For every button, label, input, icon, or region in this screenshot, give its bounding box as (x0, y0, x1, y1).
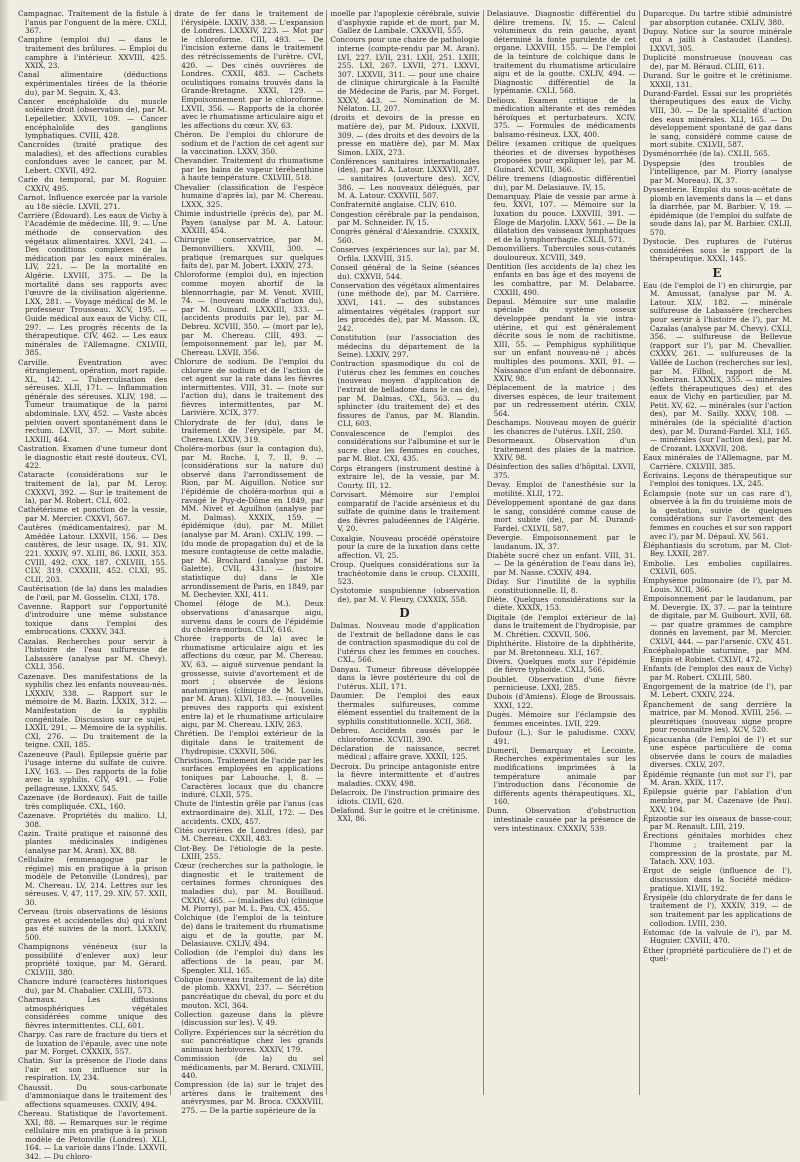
index-entry: Cautérisation (de la) dans les maladies de l'œil, par M. Gosselin. CLXI, 178. (18, 583, 168, 602)
index-entry: (droits et devoirs de la presse en matière de), par M. Pidoux. LXXVII, 309. — (des droits et des devoirs de la presse en matière de), par M. Max Simon. LXIX, 273. (330, 113, 480, 157)
index-entry: Dyssenterie. Emploi du sous-acétate de plomb en lavements dans la — et dans la diarrhée, par M. Barbier. V, 19. — épidémique (de l'emploi du sulfate de soude dans la), par M. Barbier. CXLII, 570. (642, 185, 793, 237)
index-entry: Debreu. Accidents causés par le chloroforme. XCVIII, 390. (330, 725, 480, 744)
index-entry: Champignons vénéneux (sur la possibilité d'enlever aux) leur propriété toxique, par M. Gérard. CXLVIII, 380. (18, 942, 168, 977)
index-entry: Cœur (recherches sur la pathologie, le diagnostic et le traitement de certaines formes chroniques des maladies du), par M. Bouillaud. CXXIV, 465. — (maladies du) (clinique M. Piorry), par M. L. Pau. CX, 455. (174, 861, 324, 914)
index-entry: Colchique (de l'emploi de la teinture de) dans le traitement du rhumatisme aigu et de la goutte, par M. Delasiauve. CXLIV, 494. (174, 913, 324, 949)
index-entry: Devay. Emploi de l'anesthésie sur la motilité. XLII, 172. (486, 480, 636, 498)
index-entry: Congrès général d'Alexandrie. CXXXIX, 560. (330, 227, 480, 245)
index-entry: Camphre (emploi du) — dans le traitement des brûlures. — Emploi du camphre à l'intérieur. XXVIII, 425. XXIX, 23. (18, 35, 168, 71)
index-entry: Delioux. Examen critique de la médication altérante et des remèdes héroïques et perturbateurs. XCIV, 375. — Formules de médicaments balsamo-résineux. LXX, 400. (486, 95, 636, 139)
index-entry: Christison. Traitement de l'acide par les surfaces employées en applications toniques par Labouche. I, 8. — Caractères locaux que du chancre induré. CLXII, 575. (174, 755, 324, 800)
index-entry: Contraction spasmodique du col de l'utérus chez les femmes en couches (nouveau moyen d'application de l'extrait de belladone dans le cas de), par M. Dalmas. CXL, 563. — du sphincter (du traitement de) et des fissures de l'anus, par M. Blandin. CLI, 603. (330, 359, 480, 429)
index-entry: Éther (propriété particulière de l') et de quel- (642, 945, 793, 964)
index-entry: Collection gazeuse dans la plèvre (discussion sur les). V, 49. (174, 1009, 324, 1028)
index-entry: Durand-Fardel. Essai sur les propriétés thérapeutiques des eaux de Vichy. VIII, 30. — De la spécialité d'action des eaux minérales. XLI, 165. — Du développement spontané de gaz dans le sang, considéré comme cause de mort subite. CXLVII, 587. (642, 88, 793, 150)
index-entry: Constitution (sur l'association des médecins du département de la Seine). LXXIV, 297. (330, 332, 480, 360)
index-entry: Délire (examen critique de quelques théories et de diverses hypothèses proposées pour expliquer le), par M. Guinard. XCVIII, 366. (486, 139, 636, 174)
index-entry: Chrétien. De l'emploi extérieur de la digitale dans le traitement de l'hydropisie. CXXVII, 506. (174, 729, 324, 756)
index-entry: Conseil général de la Seine (séances du). CXXVII, 544. (330, 262, 480, 281)
index-entry: Chevalier (classification de l'espèce humaine d'après la), par M. Chereau. LXXX, 325. (174, 182, 324, 209)
index-entry: Engorgement de la matrice (de l'), par M. Lebert. CXXIV, 224. (642, 681, 793, 700)
index-entry: Dugès. Mémoire sur l'éclampsie des femmes enceintes. LVII, 229. (486, 710, 636, 728)
index-entry: Decroix. Du principe antagoniste entre la fièvre intermittente et d'autres maladies. CXXV, 498. (330, 761, 480, 788)
index-entry: Ergot de seigle (influence de l'), discussion dans la Société médico-pratique. XLVII, 192. (642, 866, 793, 893)
index-entry: Chlorydrate de fer (du), dans le traitement de l'érysipèle, par M. Chereau. LXXIV, 319. (174, 417, 324, 444)
index-entry: Delacroix. De l'instruction primaire des idiots. CLVII, 620. (330, 787, 480, 806)
index-entry: Delasiauve. Diagnostic différentiel du délire tremens. IV, 15. — Calcul volumineux du rein gauche, ayant déterminé la fonte purulente de cet organe. LXXVIII, 155. — De l'emploi de la teinture de colchique dans le traitement du rhumatisme articulaire aigu et de la goutte. CXLIV, 494. — Diagnostic différentiel de la lypémanie. CXLI, 568. (486, 9, 636, 96)
index-entry: Chirurgie conservatrice, par M. Demonvilliers. XXVIII, 300. — pratique (remarques sur quelques faits de), par M. Jobert. LXXIV, 273. (174, 235, 324, 271)
index-entry: Diday. Sur l'inutilité de la syphilis constitutionnelle. II, 8. (486, 577, 636, 595)
index-entry: Confraternité anglaise. CLIV, 610. (330, 200, 457, 210)
index-entry: Déclaration de naissance, secret médical ; affaire grave. XXXII, 125. (330, 743, 480, 762)
index-entry: Carrière (Édouard). Les eaux de Vichy à l'Académie de médecine. III, 9. — Une méthode de conservation des végétaux alimentaires. XXVI, 241. — Des conditions complexes de la médication par les eaux minérales. LIV, 221. — De la mortalité en Algérie. LXVIII, 375. — De la mortalité dans ses rapports avec l'œuvre de la civilisation algérienne. LXX, 281. — Voyage médical de M. le professeur Trousseau. XCV, 195. — Guide médical aux eaux de Vichy. CII, 297. — Les progrès récents de la thérapeutique. CIV, 462. — Les eaux minérales de l'Allemagne. CXLVIII, 385. (18, 210, 168, 358)
index-entry: Dysménorrhée (de la). CXLII, 565. (642, 149, 771, 159)
index-entry: drate de fer dans le traitement de l'érysipèle. LXXIV, 338. — L'expansion de Londres. LXXXIV, 223. — Mot par le chloroforme. CIII, 493. — De l'incision externe dans le traitement des rétrécissements de l'urètre. CVI, 420. — Des cinés ouvrières de Londres. CXXII, 483. — Cachets oculistiques romains trouvés dans la Grande-Bretagne. XXXI, 129. — Empoisonnement par le chloroforme. LXVII, 356. — Rapports de la chorée avec le rhumatisme articulaire aigu et les affections du cœur. XV, 63. (174, 9, 324, 130)
index-entry: Épidémie régnante (un mot sur l'), par M. Aran. XXIX, 117. (642, 769, 793, 788)
index-entry: Chomel (éloge de M.). Deux observations d'anasarque aigu, survenu dans le cours de l'épidémie du choléra-morbus. CLIV, 616. (174, 599, 324, 635)
index-entry: Épilepsie guérie par l'ablation d'un membre, par M. Cazenave (de Pau). XXV, 104. (642, 787, 793, 814)
index-entry: Digitale (de l'emploi extérieur de la) dans le traitement de l'hydropisie, par M. Chrétien. CXXVII, 506. (486, 612, 636, 639)
index-entry: Chimie industrielle (précis de), par M. Payen (analyse par M. A. Latour. XXXIII, 454. (174, 209, 324, 236)
index-entry: Canal alimentaire (déductions expérimentales tirées de la théorie du), par M. Seguin. X, 43. (18, 70, 168, 97)
index-entry: Colique (nouveau traitement de la) dite de plomb. XXXVI, 237. — Sécrétion pancréatique du cheval, du porc et du mouton. XCI, 364. (174, 974, 324, 1010)
index-entry: Chatin. Sur la présence de l'iode dans l'air et son influence sur la respiration. LV, 234. (18, 1056, 168, 1083)
index-entry: Cazenave. Des manifestations de la syphilis chez les enfants nouveau-nés. LXXXIV, 338. — Rapport sur le mémoire de M. Bazin. LXXIX, 312. — Manifestation de la syphilis congénitale. Discussion sur ce sujet. LXXII, 291. — Mémoire de la syphilis. CXI, 276. — Du traitement de la teigne. CXII, 185. (18, 671, 168, 750)
index-entry: Demonvilliers. Tubercules sous-cutanés douloureux. XCVIII, 349. (486, 244, 636, 262)
index-entry: Conserves (expériences sur la), par M. Orfila. LXXVIII, 315. (330, 245, 480, 263)
index-entry: Cazalas. Recherches pour servir à l'histoire de l'eau sulfureuse de Labassère (analyse par M. Chevy). CXLI, 356. (18, 636, 168, 672)
index-entry: Clot-Bey. De l'étiologie de la peste. LXIII, 255. (174, 843, 324, 862)
index-entry: Congestion cérébrale par la pendaison, par M. Schneider. IV, 15. (330, 209, 480, 228)
index-entry: Dumeril, Demarquay et Lecointe. Recherches expérimentales sur les modifications imprimées à la température animale par l'introduction dans l'économie de différents agents thérapeutiques. XL, 160. (486, 745, 636, 807)
index-entry: Conservation des végétaux alimentaires (une méthode de), par M. Carrière. XXVI, 141. — des substances alimentaires végétales (rapport sur les procédés de), par M. Masson. IX, 242. (330, 280, 480, 333)
index-entry: Chute de l'intestin grêle par l'anus (cas extraordinaire de). XLII, 172. — Des accidents. CXIX, 457. (174, 799, 324, 826)
index-entry: Collyre. Expériences sur la sécrétion du suc pancréatique chez les grands animaux herbivores. XXXIV, 179. (174, 1027, 324, 1054)
index-entry: Dentition (les accidents de la) chez les enfants en bas âge et des moyens de les combattre, par M. Delabarre. CXXIII, 490. (486, 261, 636, 297)
index-entry: Chloroforme (emploi du), en injection comme moyen abortif de la blennorrhagie, par M. Venot. XVIII, 74. — (nouveau mode d'action du), par M. Guinard. LXXXIII, 333. — (accidents produits par le), par M. Debreu. XCVIII, 350. — (mort par le), par M. Chereau. CIII, 493. — (empoisonnement par le), par M. Chereau. LXVII, 356. (174, 270, 324, 357)
index-entry: Desormeaux. Observation d'un traitement des plaies de la matrice. XXIV, 98. (486, 436, 636, 463)
index-entry: Devergie. Empoisonnement par le laudanum. IX, 37. (486, 532, 636, 551)
index-entry: Dystocie. Des ruptures de l'utérus considérées sous le rapport de la thérapeutique. XXXI, 145. (642, 237, 793, 264)
index-entry: Déplacement de la matrice ; des diverses espèces, de leur traitement par un redressement utérin. CXLV, 564. (486, 383, 636, 419)
index-entry: Diète. Quelques considérations sur la diète. XXXIX, 153. (486, 594, 636, 613)
index-entry: Cathétérisme et ponction de la vessie, par M. Mercier. CXXVI, 567. (18, 505, 168, 523)
index-entry: Compression (de la) sur le trajet des artères dans le traitement des anévrysmes, par M. Broca. CXXXVIII, 275. — De la partie supérieure de la (174, 1080, 324, 1116)
index-entry: Chaussit. Du sous-carbonate d'ammoniaque dans le traitement des affections squameuses. CXXIV, 494. (18, 1082, 168, 1109)
index-column-1 (18, 9, 168, 1161)
index-entry: moelle par l'apoplexie cérébrale, suivie d'asphyxie rapide et de mort, par M. Gallez de Lambale. CXXXVII, 555. (330, 9, 480, 36)
index-entry: Dupuy. Notice sur la source minérale qui a jailli à Castaudet (Landes). LXXVI, 305. (642, 26, 793, 53)
index-entry: Danyau. Tumeur fibreuse développée dans la lèvre postérieure du col de l'utérus. XLII, 171. (330, 664, 480, 691)
index-entry: Coxalgie. Nouveau procédé opératoire pour la cure de la luxation dans cette affection. VI, 25. (330, 533, 480, 560)
index-entry: Cystotomie suspubienne (observation de), par M. V. Fleury. CXXXIX, 558. (330, 586, 480, 604)
index-entry: Éléphantiasis du scrotum, par M. Clot-Bey. LXXII, 287. (642, 540, 793, 559)
index-entry: Charnaux. Les diffusions atmosphériques végétales considérées comme unique des fièvres intermittentes. CLI, 601. (18, 994, 168, 1030)
index-entry: Commission (de la) du sel médicaments, par M. Berard. CXLVIII, 440. (174, 1053, 324, 1081)
index-entry: Demarquay. Plaie de vessie par arme à feu. XXVI, 107. — Mémoire sur la luxation du pouce. LXXVIII, 391. — Éloge de Marjolin. LXXV, 561. — De la dilatation des vaisseaux lymphatiques et de la lymphorrhagie. CXLII, 571. (486, 191, 636, 244)
section-letter-heading: E (712, 265, 723, 280)
index-entry: Emphysème pulmonaire (de l'), par M. Louis. XCII, 366. (642, 576, 793, 594)
index-entry: Chancre induré (caractères historiques du), par M. Chabalier. CXLIII, 573. (18, 977, 168, 995)
index-entry: Encéphalopathie saturnine, par MM. Empis et Robinet. CXLVI, 472. (642, 646, 793, 664)
index-entry: Chevandier. Traitement du rhumatisme par les bains de vapeur térébenthine à haute température. CXLVIII, 518. (174, 156, 324, 183)
index-entry: Divers. Quelques mots sur l'épidémie de fièvre typhoïde. CXLI, 566. (486, 656, 636, 675)
index-entry: Collodion (de l'emploi du) dans les affections de la peau, par M. Spengler. XLI, 165. (174, 948, 324, 975)
index-entry: Épizootie sur les oiseaux de basse-cour, par M. Renault. LIII, 219. (642, 813, 793, 832)
index-entry: Dufour (L.). Sur le paludisme. CXXV, 491. (486, 727, 636, 746)
index-column-3 (330, 10, 479, 1095)
index-entry: Chéron. De l'emploi du chlorure de sodium et de l'action de cet agent sur la vaccination. LXXV, 350. (174, 129, 324, 157)
index-entry: Croup. Quelques considérations sur la trachéotomie dans le croup. CLXXIII, 523. (330, 559, 480, 587)
index-entry: Diabète sucré chez un enfant. VIII, 31. — De la génération de l'eau dans le), par M. Nasse. CXXIV, 494. (486, 550, 636, 577)
index-entry: Cazeneuve (Paul). Épilepsie guérie par l'usage interne du sulfate de cuivre. LXV, 163. — Des rapports de la folie avec la syphilis. CIV, 491. — Folie pellagreuse. LXXXV, 545. (18, 749, 168, 793)
index-entry: Corvisart. Mémoire sur l'emploi comparatif de l'acide arsénieux et du sulfate de quinine dans le traitement des fièvres paludéennes de l'Algérie. V, 20. (330, 489, 480, 534)
index-entry: Empoisonnement par le laudanum, par M. Devergie. IX, 37. — par la teinture de digitale, par M. Guibourt. XVII, 68. — par quatre grammes de camphre donnés en lavement, par M. Mercier. CXLVI, 444. — par l'arsenic. CXV, 451. (642, 594, 793, 647)
index-entry: Chlorure de sodium. De l'emploi du chlorure de sodium et de l'action de cet agent sur la rate dans les fièvres intermittentes. VIII, 31. — (note sur l'action du), dans le traitement des fièvres intermittentes, par M. Larivière. XCIX, 377. (174, 356, 324, 418)
index-entry: Érections génitales morbides chez l'homme ; traitement par la compression de la prostate, par M. Tatach. XXV, 103. (642, 831, 793, 867)
index-entry: Cazenave. Propriétés du malico. LI, 308. (18, 810, 168, 829)
index-entry: Développement spontané de gaz dans le sang, considéré comme cause de mort subite (de), par M. Durand-Fardel. CXLVII, 587. (486, 497, 636, 533)
page-fold-shadow (0, 0, 10, 1101)
index-entry: Concours pour une chaire de pathologie interne (compte-rendu par M. Aran). LVI, 227. LVII, 231. LXII, 251. LXIII, 255. LXI, 267. LXVII, 271. LXXVI, 307. LXXVII, 311. — pour une chaire de clinique chirurgicale à la Faculté de Médecine de Paris, par M. Forget. XXXV, 443. — Nomination de M. Nélaton. LI, 207. (330, 35, 480, 114)
index-entry: Cataracte (considérations sur le traitement de la), par M. Leroy. CXXXVI, 392. — Sur le traitement de la), par M. Robert. CLI, 602. (18, 470, 168, 506)
index-entry: Chorée (rapports de la) avec le rhumatisme articulaire aigu et les affections du cœur, par M. Chereau. XV, 63. — aiguë survenue pendant la grossesse, suivie d'avortement et de mort ; observée de lésions anatomiques (clinique de M. Louis, par M. Aran). XLVI, 183. — (nouvelles preuves des rapports qui existent entre la) et le rhumatisme articulaire aigu, par M. Chereau. LXIV, 263. (174, 634, 324, 730)
index-entry: Carville. Éventration avec étranglement, opération, mort rapide. XL, 142. — Tuberculisation des séreuses. XLII, 171. — Inflammation générale des séreuses. XLIV, 198. — Tumeur traumatique de la paroi abdominale. LXV, 452. — Vaste abcès pelvien ouvert spontanément dans le rectum. LXVII, 37. — Mort subite. LXXIII, 464. (18, 357, 168, 444)
index-entry: Campagnac. Traitement de la fistule à l'anus par l'onguent de la mère. CXLI, 367. (18, 9, 168, 36)
index-entry: Dunn. Observation d'obstruction intestinale causée par la présence de vers intestinaux. CXXXIV, 539. (486, 806, 636, 833)
index-entry: Embolie. Les embolies capillaires. CXLVII, 605. (642, 558, 793, 577)
index-entry: Cazin. Traité pratique et raisonné des plantes médicinales indigènes (analyse par M. Aran). XX, 88. (18, 828, 168, 855)
index-entry: Corps étrangers (instrument destiné à extraire le), de la vessie, par M. Courty. III, 12. (330, 463, 480, 490)
index-entry: Charpy. Cas rare de fracture du tiers et de luxation de l'épaule, avec une note par M. Forget. CXXXIX, 557. (18, 1029, 168, 1057)
index-column-4 (487, 10, 636, 1095)
index-entry: Choléra-morbus (sur la contagion du), par M. Roche. I, 7. II, 9. — (considérations sur la nature du) observé dans l'arrondissement de Rion, par M. Aiguillon. Notice sur l'épidémie de choléra-morbus qui a ravagé le Puy-de-Dôme en 1849, par MM. Nivet et Aguilhon (analyse par M. Dalmas). XXXIX, 159. — épidémique (du), par M. Millet (analyse par M. Aran). CXLIV, 199. — (du mode de propagation du) et de la mesure contagieuse de cette maladie, par M. Brochard (analyse par M. Galette). CVII, 431. — (histoire statistique du) dans le XIe arrondissement de Paris, en 1849, par M. Dechevier. XXI, 411. (174, 444, 324, 600)
index-entry: Épicacuanha (de l'emploi de l') et sur une espèce particulière de coma observée dans le cours de maladies diverses. CXLV, 207. (642, 734, 793, 770)
index-entry: Cavenne. Rapport sur l'opportunité d'introduire une même substance toxique dans l'emploi des embrocations. CXXXV, 343. (18, 601, 168, 637)
index-entry: Durand. Sur le goitre et le crétinisme. XXXII, 131. (642, 70, 793, 89)
index-entry: Daumier. De l'emploi des eaux thermales sulfureuses, comme élément essentiel du traitement de la syphilis constitutionnelle. XCII, 368. (330, 691, 480, 726)
index-entry: Dyspepsie (des troubles de l'intelligence, par M. Piorry (analyse par M. Moreau). IX, 37. (642, 158, 793, 185)
index-entry: Depaul. Mémoire sur une maladie spéciale du système osseux développée pendant la vie intra-utérine, et qui est généralement décrite sous le nom de rachitisme. XIII, 55. — Pemphigus syphilitique sur un enfant nouveau-né ; abcès multiples des poumons. XXII, 91. — Naissance d'un enfant de débonnaire. XXIV, 98. (486, 296, 636, 384)
index-entry: Duparcque. Du tartre stibié administré par absorption cutanée. CXLIV, 380. (642, 9, 793, 27)
index-entry: Dalmas. Nouveau mode d'application de l'extrait de belladone dans le cas de contraction spasmodique du col de l'utérus chez les femmes en couches. CXL, 566. (330, 621, 480, 665)
index-entry: Duplicité monstrueuse (nouveau cas de), par M. Béraud. CLIII, 611. (642, 53, 793, 71)
index-entry: Cités ouvrières de Londres (des), par M. Chereau. CXXII, 483. (174, 825, 324, 844)
index-entry: Cerveau (trois observations de lésions graves et accidentelles du) qui n'ont pas été suivies de la mort. LXXXIV, 500. (18, 907, 168, 942)
index-entry: Enfants (de l'emploi des eaux de Vichy) par M. Robert. CXLIII, 580. (642, 664, 793, 682)
index-entry: Cautères (médicamentaires), par M. Amédée Latour. LXXVII, 156. — Des cautères, de leur usage. IX, 91. XIV, 221. XXXIV, 97. XLIII, 86. LXXII, 353. CVIII, 492. CXX, 187. CXLVIII, 155. CLV, 319. CXXXIII, 452. CLXI, 95. CLII, 203. (18, 523, 168, 584)
index-entry: Écrivains. Leçons de thérapeutique sur l'emploi des toniques. LX, 245. (642, 470, 793, 489)
index-entry: Doublet. Observation d'une fièvre pernicieuse. LXXI, 285. (486, 674, 636, 693)
index-entry: Cellulaire (emmenagogue par le régime) mis en pratique à la prison modèle de Petonville (Londres), par M. Chereau. LV, 214. Lettres sur les séreuses. V, 47, 117, 29. XIV, 57. XXII, 30. (18, 855, 168, 908)
index-entry: Conférences sanitaires internationales (des), par M. A. Latour. LXXXVII, 287. — sanitaires (ouverture des). XCV, 386. — Les nouveaux délégués, par M. A. Latour. CXXVIII, 507. (330, 156, 480, 201)
index-entry: Éclampsie (note sur un cas rare d'), observée à la fin du troisième mois de la gestation, suivie de quelques considérations sur l'avortement des femmes en couches et sur son rapport avec l'), par M. Dépaul. XV, 561. (642, 488, 793, 541)
index-entry: Cazenave (de Bordeaux). Fait de taille très compliquée. CXL, 160. (18, 793, 168, 811)
index-entry: Épanchement de sang derrière la matrice, par M. Monod. XVIII, 256. — pleurétiques (nouveau signe propre pour reconnaître les). XCV, 520. (642, 699, 793, 735)
index-entry: Cancer encéphaloïde du muscle soléaire droit (observation de), par M. Lepelletier. XXVII, 109. — Cancer encéphaloïde des ganglions lymphatiques. CVIII, 428. (18, 96, 168, 141)
index-entry: Érysipèle (du chlorydrate de fer dans le traitement de l'), XXXIV, 319. — de son traitement par les applications de collodion. LVIII, 230. (642, 892, 793, 928)
section-letter-heading: D (399, 606, 411, 621)
index-entry: Chereau. Statistique de l'avortement. XXI, 88. — Remarques sur le régime cellulaire mis en pratique à la prison modèle de Petonville (Londres). XLI, 164. — La variole dans l'Inde. LXXVII, 342. — Du chloro- (18, 1109, 168, 1161)
index-column-5 (643, 10, 792, 1095)
index-column-2 (174, 9, 324, 1116)
index-entry: Carnot. Influence exercée par la variole au 18e siècle. LXVII, 271. (18, 193, 168, 211)
index-entry: Diphthérite. Histoire de la diphthérite, par M. Bretonneau. XLI, 167. (486, 639, 636, 657)
index-entry: Castration. Examen d'une tumeur dont le diagnostic était resté douteux. CVI, 422. (18, 444, 168, 471)
index-entry: Carie du temporal, par M. Roguier. CXXIV, 495. (18, 175, 168, 193)
index-entry: Convalescence de l'emploi des considérations sur l'albumine et sur le sucre chez les femmes en couches, par M. Blot. CXI, 435. (330, 428, 480, 464)
index-entry: Delafond. Sur le goitre et le crétinisme. XXI, 86. (330, 805, 480, 824)
index-entry: Estomac (de la valvule de l'), par M. Huguier. CXVIII, 470. (642, 927, 793, 946)
index-entry: Dubois (d'Amiens). Éloge de Broussais. XXXI, 122. (486, 692, 636, 710)
index-entry: Eaux minérales de l'Allemagne, par M. Carrière. CXLVIII, 385. (642, 453, 793, 471)
index-entry: Eau (de l'emploi de l') en chirurgie, par M. Amussat, (analyse par M. A. Latour. XLV, 182. — minérale sulfureuse de Labassère (recherches pour servir à l'histoire de l'), par M. Cazalas (analyse par M. Chevy). CXLI, 356. — sulfureuse de Bellevue (rapport sur l'), par M. Chevallier. CXXXV, 261. — sulfureuses de la Vallée de Luchon (recherches sur les), par M. Filhol, rapport de M. Soubeiran. LXXXIX, 355. — minérales (effets thérapeutiques des) et des eaux de Vichy en particulier, par M. Petit. XV, 62. — minérales (sur l'action des), par M. Sailly. XXXV, 108. — minérales (de la spécialité d'action des), par M. Durand-Fardel. XLI, 165. — minérales (sur l'action des), par M. de Crozant. LXXXVII, 208. (642, 280, 793, 453)
index-entry: Deschamps. Nouveau moyen de guérir les chancres de l'utérus. LXII, 250. (486, 418, 636, 436)
index-entry: Délire tremens (diagnostic différentiel du), par M. Delasiauve. IV, 15. (486, 174, 636, 192)
index-entry: Désinfection des salles d'hôpital. LXVII, 375. (486, 462, 636, 480)
index-entry: Cancroïdes (traité pratique des maladies), et des affections curables confondues avec le cancer, par M. Lebert. CXVII, 492. (18, 140, 168, 176)
